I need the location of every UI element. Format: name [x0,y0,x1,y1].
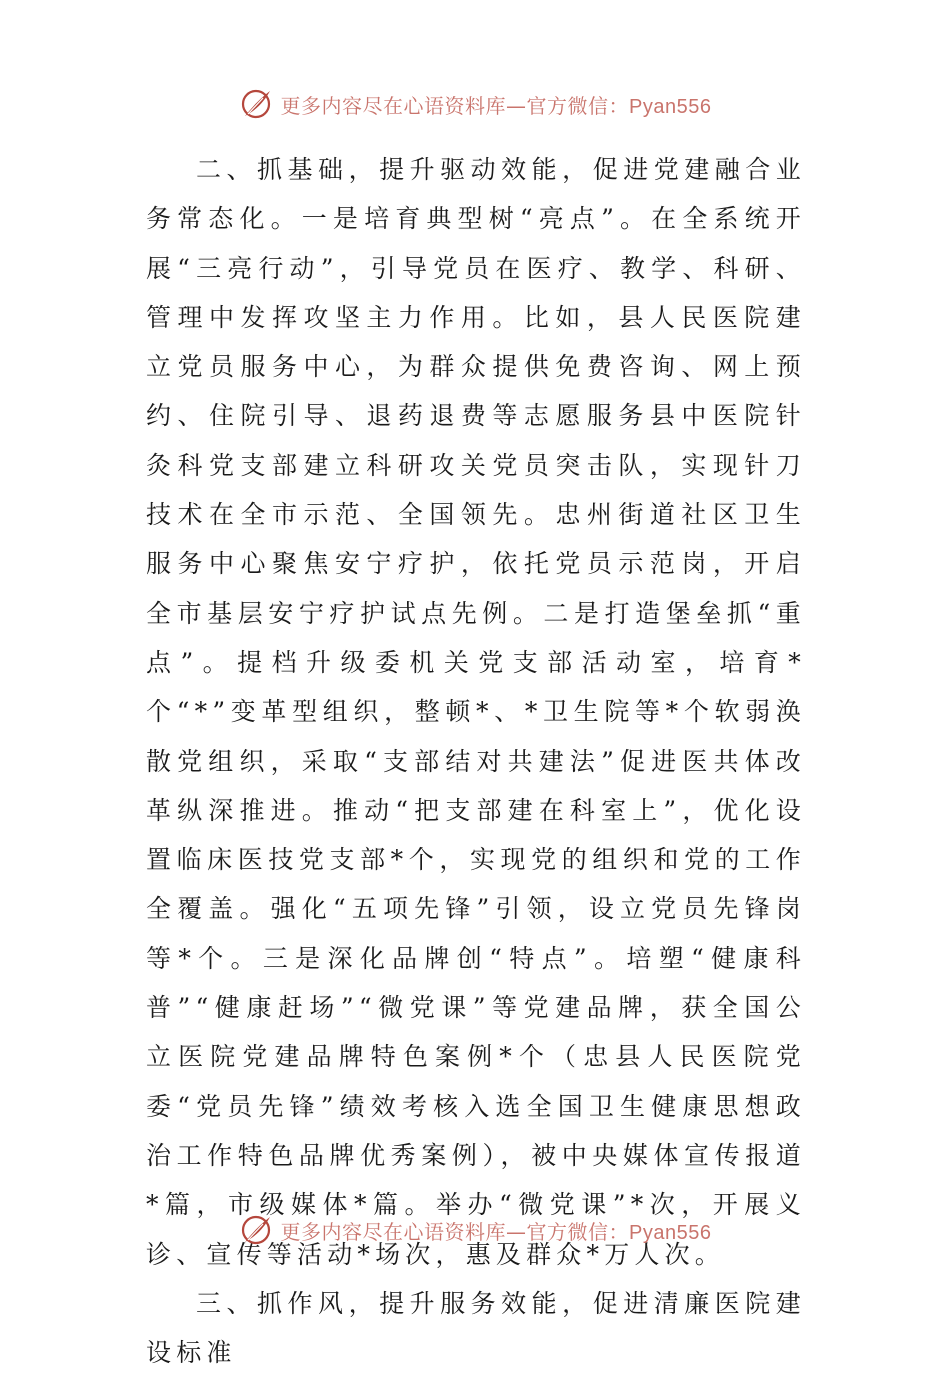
footer-banner [0,1208,950,1252]
wechat-label: 官方微信： [526,1219,630,1244]
wechat-label: 官方微信： [526,93,630,118]
banner-slogan: 更多内容尽在心语资料库 [280,93,507,118]
banner-text [281,90,712,119]
paragraph: 二、抓基础，提升驱动效能，促进党建融合业务常态化。一是培育典型树“亮点”。在全系统开展“三亮行动”，引导党员在医疗、教学、科研、管理中发挥攻坚主力作用。比如，县人民医院建立党员服务中心，为群众提供免费咨询、网上预约、住院引导、退药退费等志愿服务县中医院针灸科党支部建立科研攻关党员突击队，实现针刀技术在全市示范、全国领先。忠州街道社区卫生服务中心聚焦安宁疗护，依托党员示范岗，开启全市基层安宁疗护试点先例。二是打造堡垒抓“重点”。提档升级委机关党支部活动室，培育*个“*”变革型组织，整顿*、*卫生院等*个软弱涣散党组织，采取“支部结对共建法”促进医共体改革纵深推进。推动“把支部建在科室上”，优化设置临床医技党支部*个，实现党的组织和党的工作全覆盖。强化“五项先锋”引领，设立党员先锋岗等*个。三是深化品牌创“特点”。培塑“健康科普”“健康赶场”“微党课”等党建品牌，获全国公立医院党建品牌特色案例*个（忠县人民医院党委“党员先锋”绩效考核入选全国卫生健康思想政治工作特色品牌优秀案例），被中央媒体宣传报道*篇，市级媒体*篇。举办“微党课”*次，开展义诊、宣传等活动*场次，惠及群众*万人次。 [146,155,806,1269]
document-body [146,145,806,1377]
quill-logo-icon [239,87,273,121]
wechat-id: Pyan556 [629,95,712,118]
paragraph: 三、抓作风，提升服务效能，促进清廉医院建设标准 [146,1288,806,1368]
banner-dash: — [506,93,527,118]
banner-dash: — [506,1219,527,1244]
banner-text [281,1216,712,1245]
banner-slogan: 更多内容尽在心语资料库 [280,1219,507,1244]
wechat-id: Pyan556 [629,1221,712,1244]
header-banner [0,82,950,126]
quill-logo-icon [239,1213,273,1247]
